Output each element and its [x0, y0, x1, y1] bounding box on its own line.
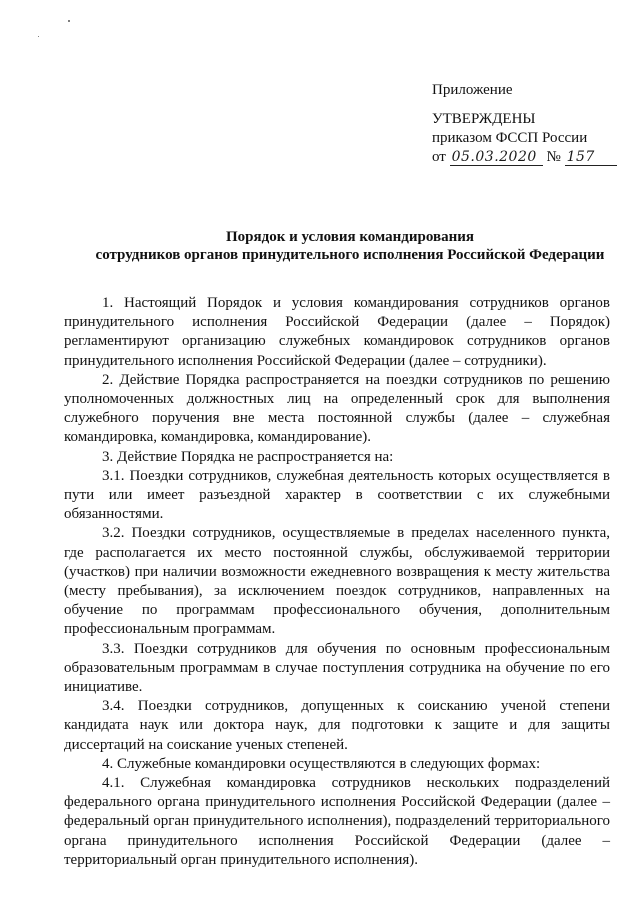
- scan-speck: [38, 36, 39, 37]
- from-label: от: [432, 149, 446, 165]
- paragraph-1: 1. Настоящий Порядок и условия командирования сотрудников органов принудительного исполнения Российской Федерации (далее – Порядок) регламентируют организацию служебных командировок сотрудников органов принудительного исполнения Российской Федерации (далее – сотрудники).: [64, 295, 610, 369]
- document-title: [60, 228, 640, 264]
- title-line-1: Порядок и условия командирования: [226, 229, 474, 245]
- appendix-label: Приложение: [432, 82, 513, 98]
- paragraph-3-3: 3.3. Поездки сотрудников для обучения по основным профессиональным образовательным программам в случае поступления сотрудника на обучение по его инициативе.: [64, 640, 610, 696]
- number-label: №: [546, 149, 561, 165]
- paragraph-3-4: 3.4. Поездки сотрудников, допущенных к соисканию ученой степени кандидата наук или доктора наук, для подготовки к защите и для защиты диссертаций на соискание ученых степеней.: [64, 698, 610, 753]
- handwritten-date: 05.03.2020: [450, 150, 543, 166]
- paragraph-3: 3. Действие Порядка не распространяется на:: [102, 448, 394, 465]
- approval-block: [432, 81, 632, 167]
- scan-speck: [68, 20, 70, 22]
- title-line-2: сотрудников органов принудительного исполнения Российской Федерации: [95, 247, 605, 263]
- paragraph-4: 4. Служебные командировки осуществляются в следующих формах:: [102, 755, 541, 772]
- handwritten-number: 157: [565, 150, 617, 166]
- paragraph-4-1: 4.1. Служебная командировка сотрудников нескольких подразделений федерального органа принудительного исполнения Российской Федерации (далее – федеральный орган принудительного исполнения), подразделений территориального органа принудительного исполнения Российской Федерации (далее – территориальный орган принудительного исполнения).: [64, 775, 610, 868]
- paragraph-3-2: 3.2. Поездки сотрудников, осуществляемые в пределах населенного пункта, где располагается их место постоянной службы, обслуживаемой территории (участков) при наличии возможности ежедневного возвращения к месту жительства (месту пребывания), за исключением поездок сотрудников, направленных на обучение по программам профессионального обучения, дополнительным профессиональным программам.: [64, 525, 610, 638]
- document-body: [64, 294, 610, 870]
- paragraph-3-1: 3.1. Поездки сотрудников, служебная деятельность которых осуществляется в пути или имеет разъездной характер в соответствии с их служебными обязанностями.: [64, 467, 610, 523]
- approved-label: УТВЕРЖДЕНЫ: [432, 111, 536, 127]
- order-date-number-line: [432, 148, 632, 167]
- order-by-label: приказом ФССП России: [432, 130, 588, 146]
- paragraph-2: 2. Действие Порядка распространяется на поездки сотрудников по решению уполномоченных должностных лиц на определенный срок для выполнения служебного поручения вне места постоянной службы (далее – служебная командировка, командировка, командирование).: [64, 371, 610, 446]
